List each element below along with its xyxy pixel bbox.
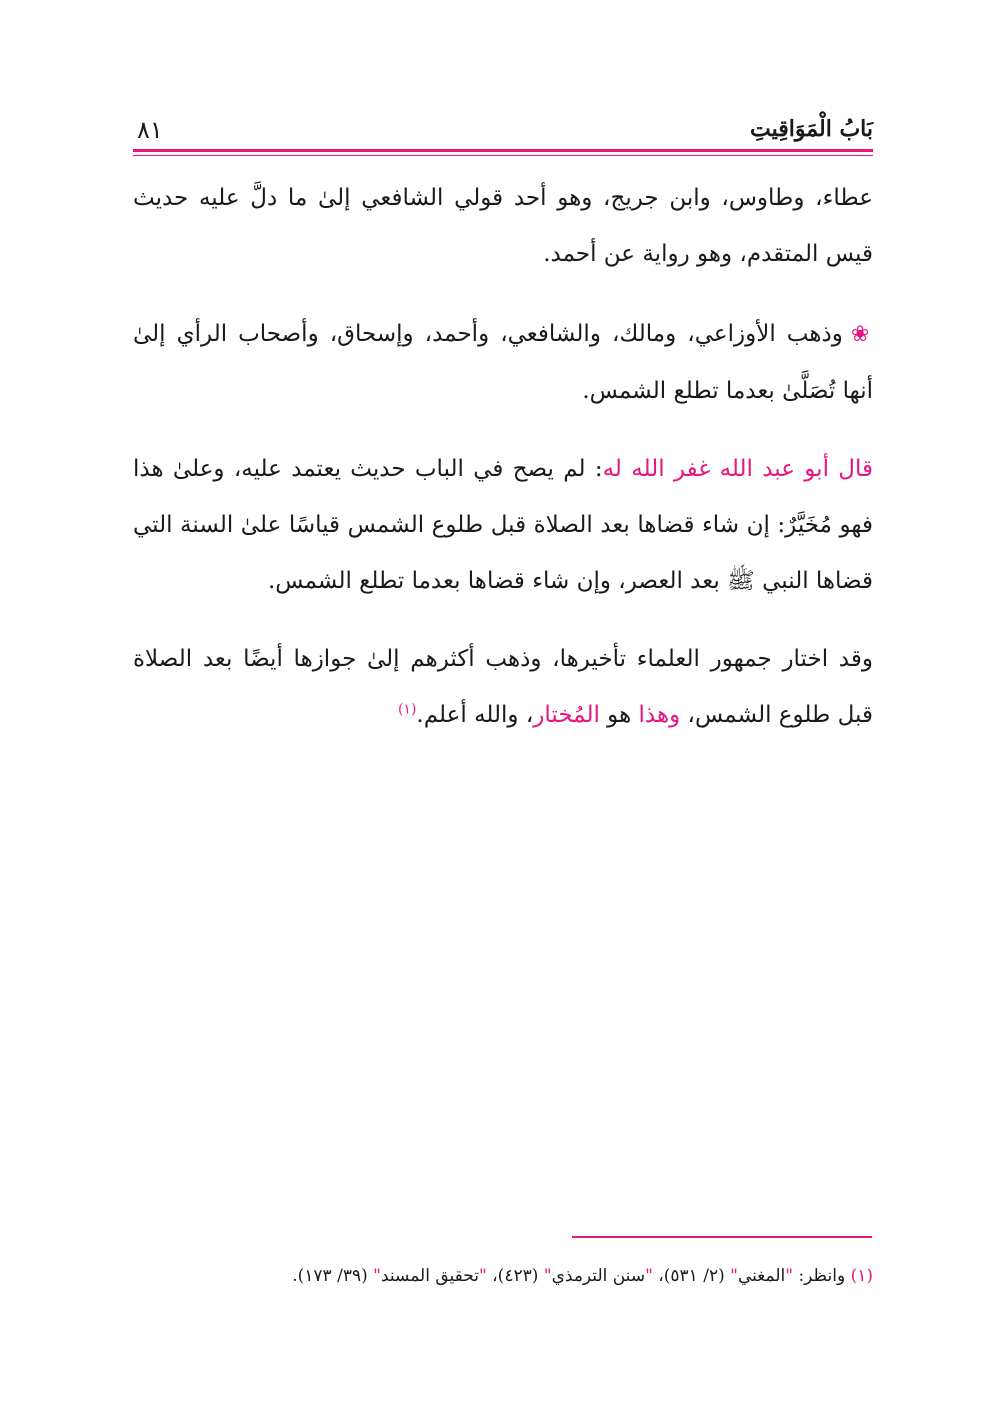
paragraph-2-text: وذهب الأوزاعي، ومالك، والشافعي، وأحمد، وإسحاق، وأصحاب الرأي إلىٰ أنها تُصَلَّىٰ بعدما تطلع الشمس.	[133, 321, 873, 404]
footnote-ref2-location: (٤٢٣)،	[486, 1266, 544, 1286]
header-rule-thick	[133, 149, 873, 152]
footnote-ref1-location: (٢/ ٥٣١)،	[652, 1266, 731, 1286]
paragraph-2	[133, 306, 873, 419]
paragraph-3-text: : لم يصح في الباب حديث يعتمد عليه، وعلىٰ هذا فهو مُخَيَّرٌ: إن شاء قضاها بعد الصلاة قبل طلوع الشمس قياسًا علىٰ السنة التي قضاها النبي ﷺ بعد العصر، وإن شاء قضاها بعدما تطلع الشمس.	[133, 456, 873, 594]
footnote-ref2-title: سنن الترمذي	[551, 1266, 646, 1286]
paragraph-4-accent-this: وهذا	[638, 702, 681, 728]
paragraph-1-text: عطاء، وطاوس، وابن جريج، وهو أحد قولي الشافعي إلىٰ ما دلَّ عليه حديث قيس المتقدم، وهو رواية عن أحمد.	[133, 185, 873, 267]
quote-close-2: "	[543, 1266, 552, 1286]
footnote-ref3-title: تحقيق المسند	[380, 1266, 479, 1286]
footnote-reference[interactable]: (١)	[397, 701, 417, 718]
page-header	[133, 112, 873, 152]
header-rule-thin	[133, 155, 873, 156]
main-text	[133, 170, 873, 765]
paragraph-4-accent-chosen: المُختار	[533, 702, 600, 728]
footnote-ref1-title: المغني	[737, 1266, 786, 1286]
footnote-number: (١)	[850, 1266, 873, 1286]
paragraph-4-start: وقد اختار جمهور العلماء تأخيرها، وذهب أكثرهم إلىٰ جوازها أيضًا بعد الصلاة قبل طلوع الشمس،	[133, 646, 873, 728]
quote-open-1: "	[785, 1266, 794, 1286]
chapter-title: بَابُ الْمَوَاقِيتِ	[750, 116, 873, 142]
quote-open-2: "	[645, 1266, 653, 1286]
footnote-intro: وانظر:	[793, 1266, 851, 1286]
page-number: ٨١	[137, 116, 163, 144]
quote-close-3: "	[373, 1266, 381, 1286]
quote-close-1: "	[730, 1266, 738, 1286]
author-attribution: قال أبو عبد الله غفر الله له	[602, 456, 873, 482]
paragraph-3	[133, 441, 873, 609]
paragraph-4-mid: هو	[599, 702, 639, 728]
paragraph-1	[133, 170, 873, 282]
paragraph-4-end: ، والله أعلم.	[416, 702, 534, 728]
footnote-separator	[572, 1236, 872, 1238]
footnote-ref3-location: (٣٩/ ١٧٣).	[292, 1266, 374, 1286]
quote-open-3: "	[478, 1266, 487, 1286]
flower-ornament-icon: ❀	[850, 322, 873, 347]
paragraph-4	[133, 631, 873, 743]
footnote	[133, 1262, 873, 1290]
